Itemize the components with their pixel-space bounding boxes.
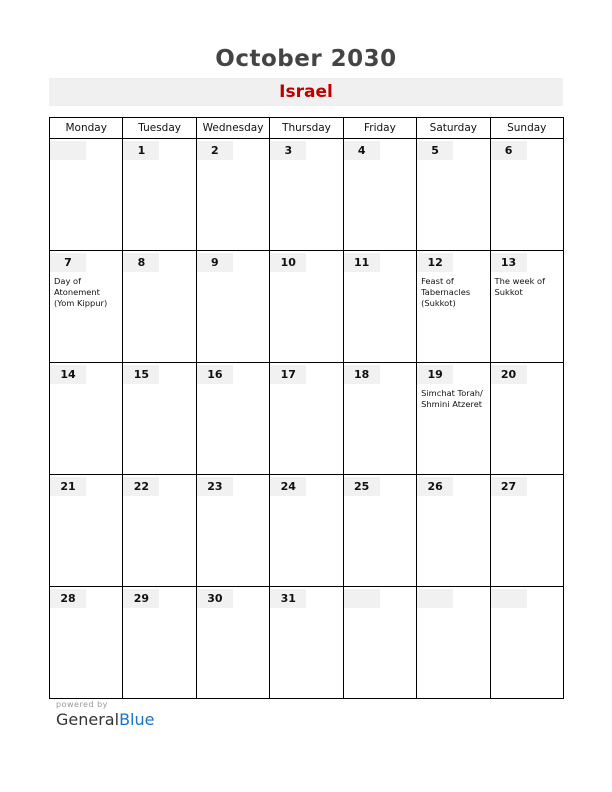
day-number [50, 141, 86, 160]
holiday-list [54, 276, 122, 309]
brand-logo[interactable] [56, 710, 154, 729]
weekday-header-row [50, 118, 564, 139]
day-cell[interactable] [490, 587, 563, 699]
weekday-header: Tuesday [123, 118, 196, 139]
day-cell[interactable] [196, 475, 269, 587]
day-number: 11 [344, 253, 380, 272]
day-number: 3 [270, 141, 306, 160]
day-cell[interactable] [123, 587, 196, 699]
holiday-list [421, 276, 489, 309]
day-number: 29 [123, 589, 159, 608]
day-number: 24 [270, 477, 306, 496]
day-cell[interactable] [343, 139, 416, 251]
weekday-header: Friday [343, 118, 416, 139]
day-number: 28 [50, 589, 86, 608]
day-number: 12 [417, 253, 453, 272]
day-cell[interactable] [123, 139, 196, 251]
day-cell[interactable] [490, 363, 563, 475]
week-row [50, 251, 564, 363]
weekday-header: Saturday [417, 118, 490, 139]
day-cell[interactable] [417, 587, 490, 699]
weekday-header: Thursday [270, 118, 343, 139]
day-cell[interactable] [417, 363, 490, 475]
day-cell[interactable] [343, 587, 416, 699]
day-cell[interactable] [196, 363, 269, 475]
page-title: October 2030 [215, 46, 397, 72]
day-number: 25 [344, 477, 380, 496]
day-number: 16 [197, 365, 233, 384]
calendar-grid [49, 117, 564, 699]
holiday-label: Simchat Torah/ Shmini Atzeret [421, 388, 483, 409]
day-number: 19 [417, 365, 453, 384]
holiday-list [421, 388, 489, 410]
day-number: 22 [123, 477, 159, 496]
week-row [50, 475, 564, 587]
day-number: 17 [270, 365, 306, 384]
day-cell[interactable] [196, 587, 269, 699]
footer [56, 700, 154, 729]
day-cell[interactable] [417, 475, 490, 587]
day-number: 10 [270, 253, 306, 272]
day-number [417, 589, 453, 608]
day-cell[interactable] [490, 251, 563, 363]
day-number: 9 [197, 253, 233, 272]
day-number: 20 [491, 365, 527, 384]
day-number: 7 [50, 253, 86, 272]
day-number: 1 [123, 141, 159, 160]
day-cell[interactable] [343, 363, 416, 475]
day-number [491, 589, 527, 608]
week-row [50, 587, 564, 699]
week-row [50, 363, 564, 475]
powered-by-label: powered by [56, 700, 108, 709]
day-cell[interactable] [417, 139, 490, 251]
day-number: 23 [197, 477, 233, 496]
day-cell[interactable] [50, 251, 123, 363]
day-cell[interactable] [50, 587, 123, 699]
country-label: Israel [49, 78, 563, 106]
day-number: 2 [197, 141, 233, 160]
week-row [50, 139, 564, 251]
day-cell[interactable] [123, 363, 196, 475]
day-number: 4 [344, 141, 380, 160]
day-number: 14 [50, 365, 86, 384]
day-number: 5 [417, 141, 453, 160]
day-number: 6 [491, 141, 527, 160]
day-cell[interactable] [123, 251, 196, 363]
holiday-label: Feast of Tabernacles (Sukkot) [421, 276, 471, 308]
day-cell[interactable] [490, 475, 563, 587]
day-number: 8 [123, 253, 159, 272]
brand-blue: Blue [119, 710, 155, 729]
day-number: 31 [270, 589, 306, 608]
day-cell[interactable] [196, 251, 269, 363]
day-cell[interactable] [270, 139, 343, 251]
holiday-list [495, 276, 563, 298]
day-cell[interactable] [343, 251, 416, 363]
holiday-label: The week of Sukkot [494, 276, 546, 297]
holiday-label: Day of Atonement (Yom Kippur) [54, 276, 108, 308]
day-cell[interactable] [270, 587, 343, 699]
day-number: 27 [491, 477, 527, 496]
day-number: 18 [344, 365, 380, 384]
day-cell[interactable] [490, 139, 563, 251]
day-cell[interactable] [270, 475, 343, 587]
day-cell[interactable] [417, 251, 490, 363]
day-number: 13 [491, 253, 527, 272]
day-cell[interactable] [270, 363, 343, 475]
day-cell[interactable] [50, 139, 123, 251]
weekday-header: Wednesday [196, 118, 269, 139]
day-number: 15 [123, 365, 159, 384]
day-cell[interactable] [123, 475, 196, 587]
day-cell[interactable] [50, 363, 123, 475]
brand-general: General [56, 710, 120, 729]
day-number: 21 [50, 477, 86, 496]
day-cell[interactable] [343, 475, 416, 587]
day-number [344, 589, 380, 608]
day-cell[interactable] [50, 475, 123, 587]
weekday-header: Monday [50, 118, 123, 139]
day-number: 30 [197, 589, 233, 608]
day-cell[interactable] [196, 139, 269, 251]
day-number: 26 [417, 477, 453, 496]
weekday-header: Sunday [490, 118, 563, 139]
day-cell[interactable] [270, 251, 343, 363]
